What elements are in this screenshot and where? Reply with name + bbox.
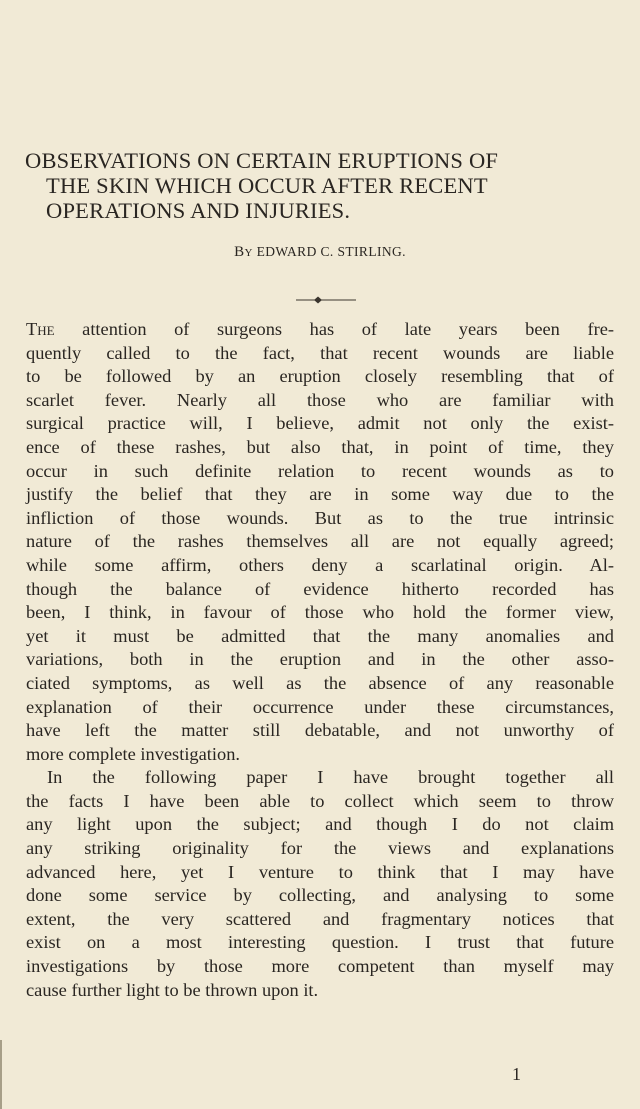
text-line: yet it must be admitted that the many anomalies and (26, 625, 614, 646)
text-line: ciated symptoms, as well as the absence of any reasonable (26, 672, 614, 693)
text-line: while some affirm, others deny a scarlatinal origin. Al- (26, 554, 614, 575)
text-line: extent, the very scattered and fragmentary notices that (26, 908, 614, 929)
paragraph-2 (26, 766, 614, 1002)
text-line-rest: attention of surgeons has of late years been fre- (54, 319, 614, 339)
text-line: ence of these rashes, but also that, in point of time, they (26, 436, 614, 457)
title-line-2: THE SKIN WHICH OCCUR AFTER RECENT (46, 173, 488, 198)
text-line: any light upon the subject; and though I do not claim (26, 814, 614, 835)
text-line: quently called to the fact, that recent wounds are liable (26, 342, 614, 363)
article-title (25, 148, 625, 223)
text-line: investigations by those more competent than myself may (26, 956, 614, 977)
page-number: 1 (512, 1064, 521, 1084)
text-line: to be followed by an eruption closely resembling that of (26, 366, 614, 387)
ornament-divider (296, 295, 356, 305)
text-line: justify the belief that they are in some way due to the (26, 484, 614, 505)
text-line: though the balance of evidence hitherto recorded has (26, 578, 614, 599)
byline-prefix: By (234, 244, 253, 260)
page-edge-mark (0, 1040, 2, 1109)
text-line: cause further light to be thrown upon it. (26, 979, 319, 1000)
text-line: have left the matter still debatable, and not unworthy of (26, 720, 614, 741)
opening-word: The (26, 319, 55, 339)
author-name: EDWARD C. STIRLING. (256, 244, 406, 259)
text-line: In the following paper I have brought together all (47, 767, 614, 788)
text-line: variations, both in the eruption and in the other asso- (26, 649, 614, 670)
author-byline (0, 244, 640, 261)
text-line: occur in such definite relation to recent wounds as to (26, 460, 614, 481)
body-text (26, 318, 614, 1002)
text-line: the facts I have been able to collect which seem to throw (26, 790, 614, 811)
text-line: more complete investigation. (26, 743, 240, 764)
text-line: infliction of those wounds. But as to the true intrinsic (26, 507, 614, 528)
text-line: done some service by collecting, and analysing to some (26, 885, 614, 906)
text-line: surgical practice will, I believe, admit not only the exist- (26, 413, 614, 434)
text-line: nature of the rashes themselves all are not equally agreed; (26, 531, 614, 552)
text-line (26, 318, 614, 342)
title-line-1: OBSERVATIONS ON CERTAIN ERUPTIONS OF (25, 148, 499, 173)
text-line: explanation of their occurrence under these circumstances, (26, 696, 614, 717)
text-line: been, I think, in favour of those who hold the former view, (26, 602, 614, 623)
text-line: scarlet fever. Nearly all those who are familiar with (26, 389, 614, 410)
text-line: any striking originality for the views and explanations (26, 838, 614, 859)
paragraph-1 (26, 318, 614, 766)
text-line: advanced here, yet I venture to think that I may have (26, 861, 614, 882)
title-line-3: OPERATIONS AND INJURIES. (46, 198, 351, 223)
text-line: exist on a most interesting question. I trust that future (26, 932, 614, 953)
